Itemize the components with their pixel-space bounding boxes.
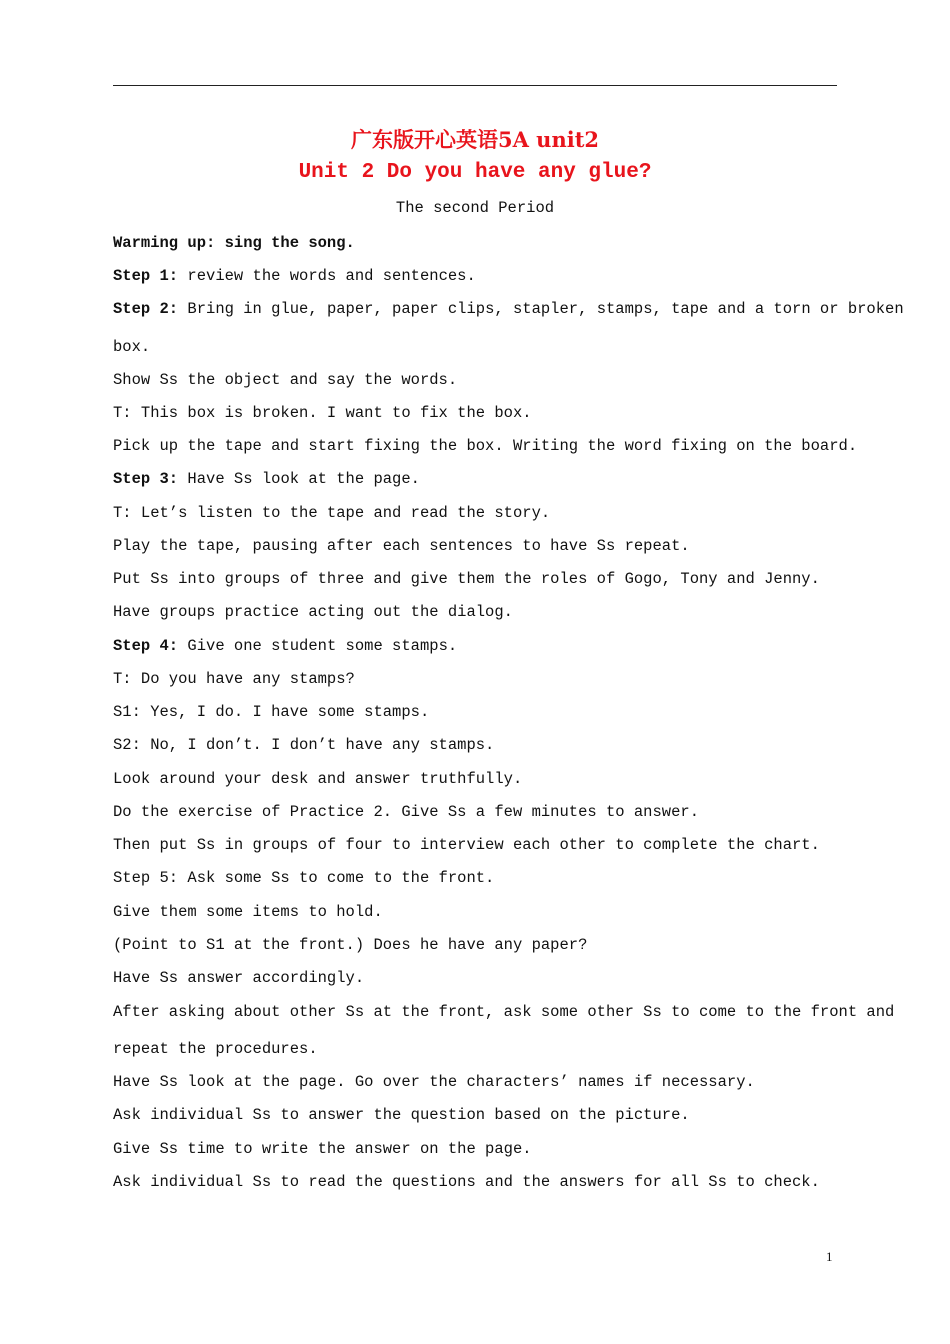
body-line: (Point to S1 at the front.) Does he have any paper? bbox=[113, 936, 588, 954]
body-line: Show Ss the object and say the words. bbox=[113, 371, 458, 389]
body-line: After asking about other Ss at the front, ask some other Ss to come to the front and bbox=[113, 1003, 895, 1021]
body-line: T: Do you have any stamps? bbox=[113, 670, 355, 688]
step4-line bbox=[113, 636, 837, 656]
body-line: Look around your desk and answer truthfully. bbox=[113, 770, 523, 788]
body-line: Have Ss look at the page. Go over the characters’ names if necessary. bbox=[113, 1073, 755, 1091]
step3-text: Have Ss look at the page. bbox=[178, 470, 420, 488]
step2-label: Step 2: bbox=[113, 300, 179, 318]
step4-label: Step 4: bbox=[113, 637, 179, 655]
unit-title: Unit 2 Do you have any glue? bbox=[298, 161, 652, 184]
body-line: repeat the procedures. bbox=[113, 1040, 318, 1058]
body-line: Play the tape, pausing after each sentences to have Ss repeat. bbox=[113, 537, 690, 555]
step2-text: Bring in glue, paper, paper clips, stapler, stamps, tape and a torn or broken bbox=[178, 300, 904, 318]
body-line: S2: No, I don’t. I don’t have any stamps. bbox=[113, 736, 495, 754]
header-rule bbox=[113, 85, 837, 86]
body-line: S1: Yes, I do. I have some stamps. bbox=[113, 703, 430, 721]
step3-line bbox=[113, 469, 837, 489]
step1-text: review the words and sentences. bbox=[178, 267, 476, 285]
step3-label: Step 3: bbox=[113, 470, 179, 488]
step2-continuation: box. bbox=[113, 338, 151, 356]
body-line: Put Ss into groups of three and give them the roles of Gogo, Tony and Jenny. bbox=[113, 570, 820, 588]
body-line: Pick up the tape and start fixing the box. Writing the word fixing on the board. bbox=[113, 437, 858, 455]
body-line: Have groups practice acting out the dialog. bbox=[113, 603, 513, 621]
body-line: Give Ss time to write the answer on the page. bbox=[113, 1140, 532, 1158]
step1-label: Step 1: bbox=[113, 267, 179, 285]
body-line: Have Ss answer accordingly. bbox=[113, 969, 365, 987]
body-line: Ask individual Ss to answer the question based on the picture. bbox=[113, 1106, 690, 1124]
step4-text: Give one student some stamps. bbox=[178, 637, 458, 655]
period-subtitle: The second Period bbox=[395, 199, 555, 217]
body-line: Give them some items to hold. bbox=[113, 903, 383, 921]
body-line: Do the exercise of Practice 2. Give Ss a few minutes to answer. bbox=[113, 803, 699, 821]
warmup-line: Warming up: sing the song. bbox=[113, 234, 355, 252]
body-line: Then put Ss in groups of four to interview each other to complete the chart. bbox=[113, 836, 820, 854]
body-line: Ask individual Ss to read the questions and the answers for all Ss to check. bbox=[113, 1173, 820, 1191]
body-line: T: Let’s listen to the tape and read the story. bbox=[113, 504, 551, 522]
step2-line bbox=[113, 299, 904, 319]
page-number: 1 bbox=[826, 1249, 833, 1264]
step5-line: Step 5: Ask some Ss to come to the front. bbox=[113, 869, 495, 887]
body-line: T: This box is broken. I want to fix the box. bbox=[113, 404, 532, 422]
chinese-title: 广东版开心英语5A unit2 bbox=[350, 127, 600, 152]
step1-line bbox=[113, 266, 837, 286]
